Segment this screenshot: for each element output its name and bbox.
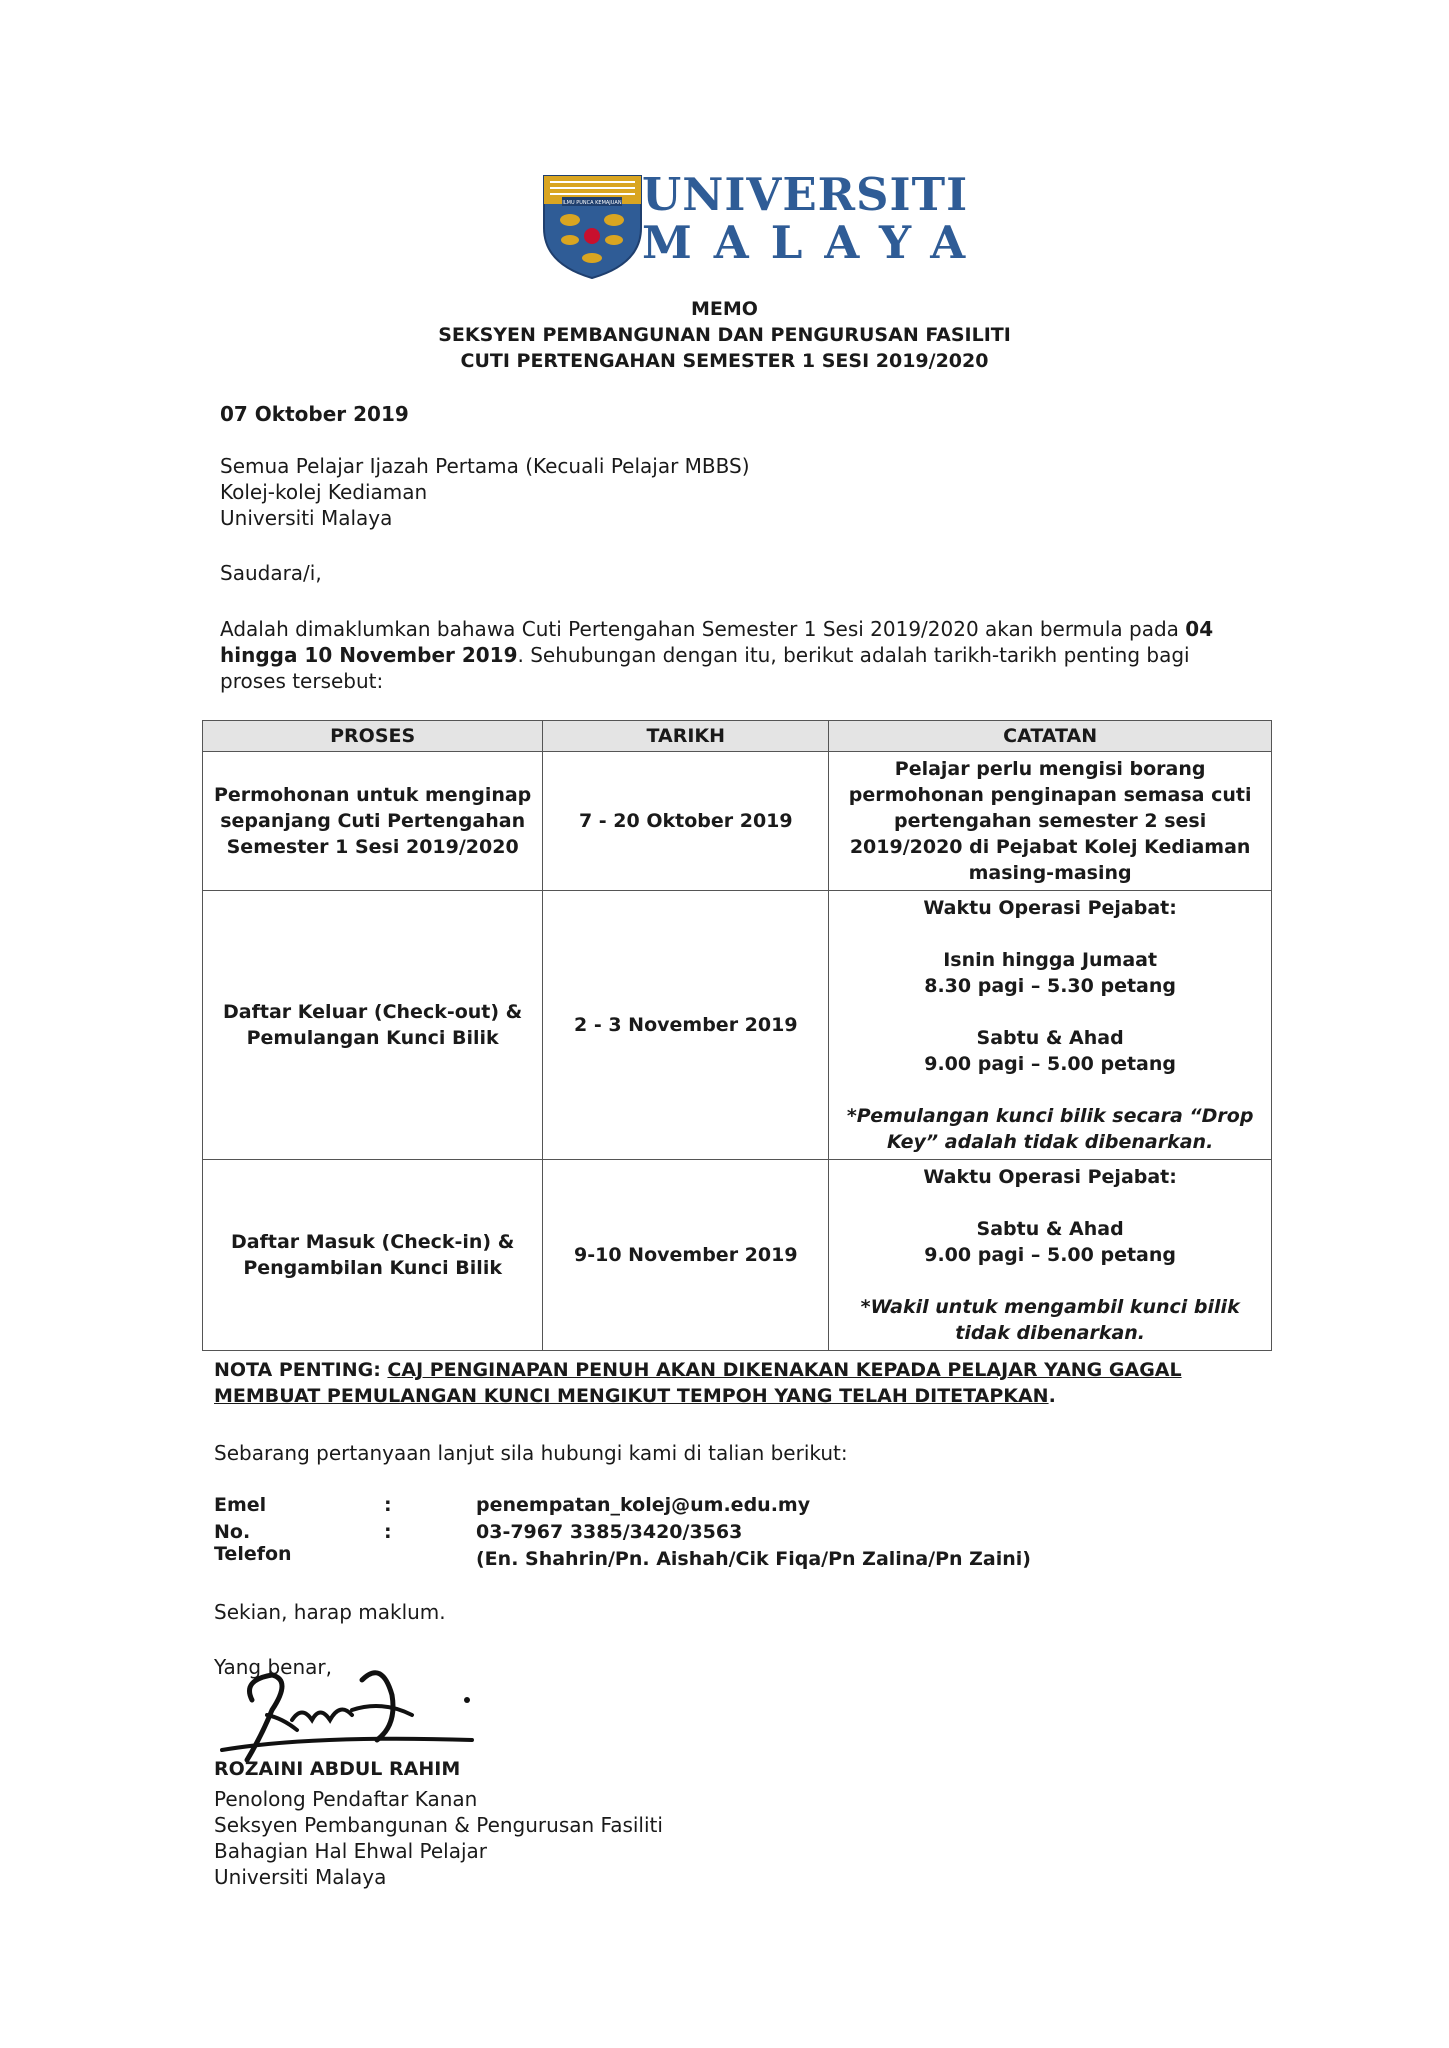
university-logo bbox=[540, 168, 988, 288]
important-note bbox=[214, 1357, 1254, 1409]
table-row bbox=[203, 1160, 1272, 1351]
signer-division: Bahagian Hal Ehwal Pelajar bbox=[214, 1839, 487, 1863]
signer-name: ROZAINI ABDUL RAHIM bbox=[214, 1758, 461, 1780]
salutation: Saudara/i, bbox=[220, 561, 322, 585]
header-proses: PROSES bbox=[203, 721, 543, 752]
row2-catatan-days1: Isnin hingga Jumaat bbox=[943, 949, 1158, 971]
subject-heading: CUTI PERTENGAHAN SEMESTER 1 SESI 2019/2020 bbox=[460, 350, 989, 372]
row3-tarikh: 9-10 November 2019 bbox=[543, 1160, 829, 1351]
signer-org: Universiti Malaya bbox=[214, 1865, 387, 1889]
enquiry-text: Sebarang pertanyaan lanjut sila hubungi kami di talian berikut: bbox=[214, 1441, 848, 1465]
section-heading: SEKSYEN PEMBANGUNAN DAN PENGURUSAN FASILITI bbox=[438, 324, 1011, 346]
row3-catatan-time: 9.00 pagi – 5.00 petang bbox=[924, 1244, 1177, 1266]
row2-proses: Daftar Keluar (Check-out) & Pemulangan Kunci Bilik bbox=[203, 891, 543, 1160]
recipient-line-1: Semua Pelajar Ijazah Pertama (Kecuali Pelajar MBBS) bbox=[220, 454, 750, 478]
row2-catatan-note: *Pemulangan kunci bilik secara “Drop Key” adalah tidak dibenarkan. bbox=[846, 1105, 1254, 1153]
closing-text: Sekian, harap maklum. bbox=[214, 1600, 446, 1624]
row1-proses: Permohonan untuk menginap sepanjang Cuti Pertengahan Semester 1 Sesi 2019/2020 bbox=[203, 752, 543, 891]
recipient-line-2: Kolej-kolej Kediaman bbox=[220, 480, 428, 504]
schedule-table bbox=[202, 720, 1272, 1351]
note-text: CAJ PENGINAPAN PENUH AKAN DIKENAKAN KEPADA PELAJAR YANG GAGAL MEMBUAT PEMULANGAN KUNCI MENGIKUT TEMPOH YANG TELAH DITETAPKAN bbox=[214, 1359, 1182, 1407]
crest-motto: ILMU PUNCA KEMAJUAN bbox=[562, 200, 622, 206]
sign-off: Yang benar, bbox=[214, 1655, 332, 1679]
row3-proses: Daftar Masuk (Check-in) & Pengambilan Kunci Bilik bbox=[203, 1160, 543, 1351]
row2-catatan-days2: Sabtu & Ahad bbox=[976, 1027, 1124, 1049]
header-tarikh: TARIKH bbox=[543, 721, 829, 752]
header-catatan: CATATAN bbox=[829, 721, 1272, 752]
signer-dept: Seksyen Pembangunan & Pengurusan Fasiliti bbox=[214, 1813, 663, 1837]
memo-date: 07 Oktober 2019 bbox=[220, 402, 409, 426]
row2-tarikh: 2 - 3 November 2019 bbox=[543, 891, 829, 1160]
row3-catatan-days: Sabtu & Ahad bbox=[976, 1218, 1124, 1240]
note-end: . bbox=[1048, 1385, 1056, 1407]
phone-value: 03-7967 3385/3420/3563 bbox=[476, 1521, 743, 1543]
row2-catatan-time2: 9.00 pagi – 5.00 petang bbox=[924, 1053, 1177, 1075]
signer-title: Penolong Pendaftar Kanan bbox=[214, 1787, 478, 1811]
body-intro: Adalah dimaklumkan bahawa Cuti Pertengahan Semester 1 Sesi 2019/2020 akan bermula pada bbox=[220, 617, 1179, 641]
row3-catatan-note: *Wakil untuk mengambil kunci bilik tidak dibenarkan. bbox=[860, 1296, 1240, 1344]
row2-catatan-time1: 8.30 pagi – 5.30 petang bbox=[924, 975, 1177, 997]
crest-icon bbox=[540, 168, 645, 280]
row3-catatan bbox=[829, 1160, 1272, 1351]
body-rest: . Sehubungan dengan itu, berikut adalah tarikh-tarikh penting bagi proses tersebut: bbox=[220, 643, 1190, 693]
logo-text-universiti: UNIVERSITI bbox=[642, 168, 969, 221]
note-label: NOTA PENTING: bbox=[214, 1359, 381, 1381]
table-row bbox=[203, 891, 1272, 1160]
row1-tarikh: 7 - 20 Oktober 2019 bbox=[543, 752, 829, 891]
body-dates: 04 hingga 10 November 2019 bbox=[220, 617, 1214, 667]
row3-catatan-title: Waktu Operasi Pejabat: bbox=[923, 1166, 1177, 1188]
table-header-row bbox=[203, 721, 1272, 752]
memo-heading: MEMO bbox=[691, 298, 758, 320]
table-row bbox=[203, 752, 1272, 891]
email-value[interactable]: penempatan_kolej@um.edu.my bbox=[476, 1494, 811, 1516]
row2-catatan-title: Waktu Operasi Pejabat: bbox=[923, 897, 1177, 919]
row2-catatan bbox=[829, 891, 1272, 1160]
body-paragraph bbox=[220, 616, 1250, 694]
phone-label: No. Telefon bbox=[214, 1521, 292, 1565]
logo-text-malaya: MALAYA bbox=[642, 216, 988, 269]
phone-colon: : bbox=[384, 1521, 392, 1543]
email-label: Emel bbox=[214, 1494, 267, 1516]
email-colon: : bbox=[384, 1494, 392, 1516]
contact-persons: (En. Shahrin/Pn. Aishah/Cik Fiqa/Pn Zalina/Pn Zaini) bbox=[476, 1548, 1031, 1570]
recipient-line-3: Universiti Malaya bbox=[220, 506, 393, 530]
row1-catatan: Pelajar perlu mengisi borang permohonan penginapan semasa cuti pertengahan semester 2 sesi 2019/2020 di Pejabat Kolej Kediaman masing-masing bbox=[829, 752, 1272, 891]
